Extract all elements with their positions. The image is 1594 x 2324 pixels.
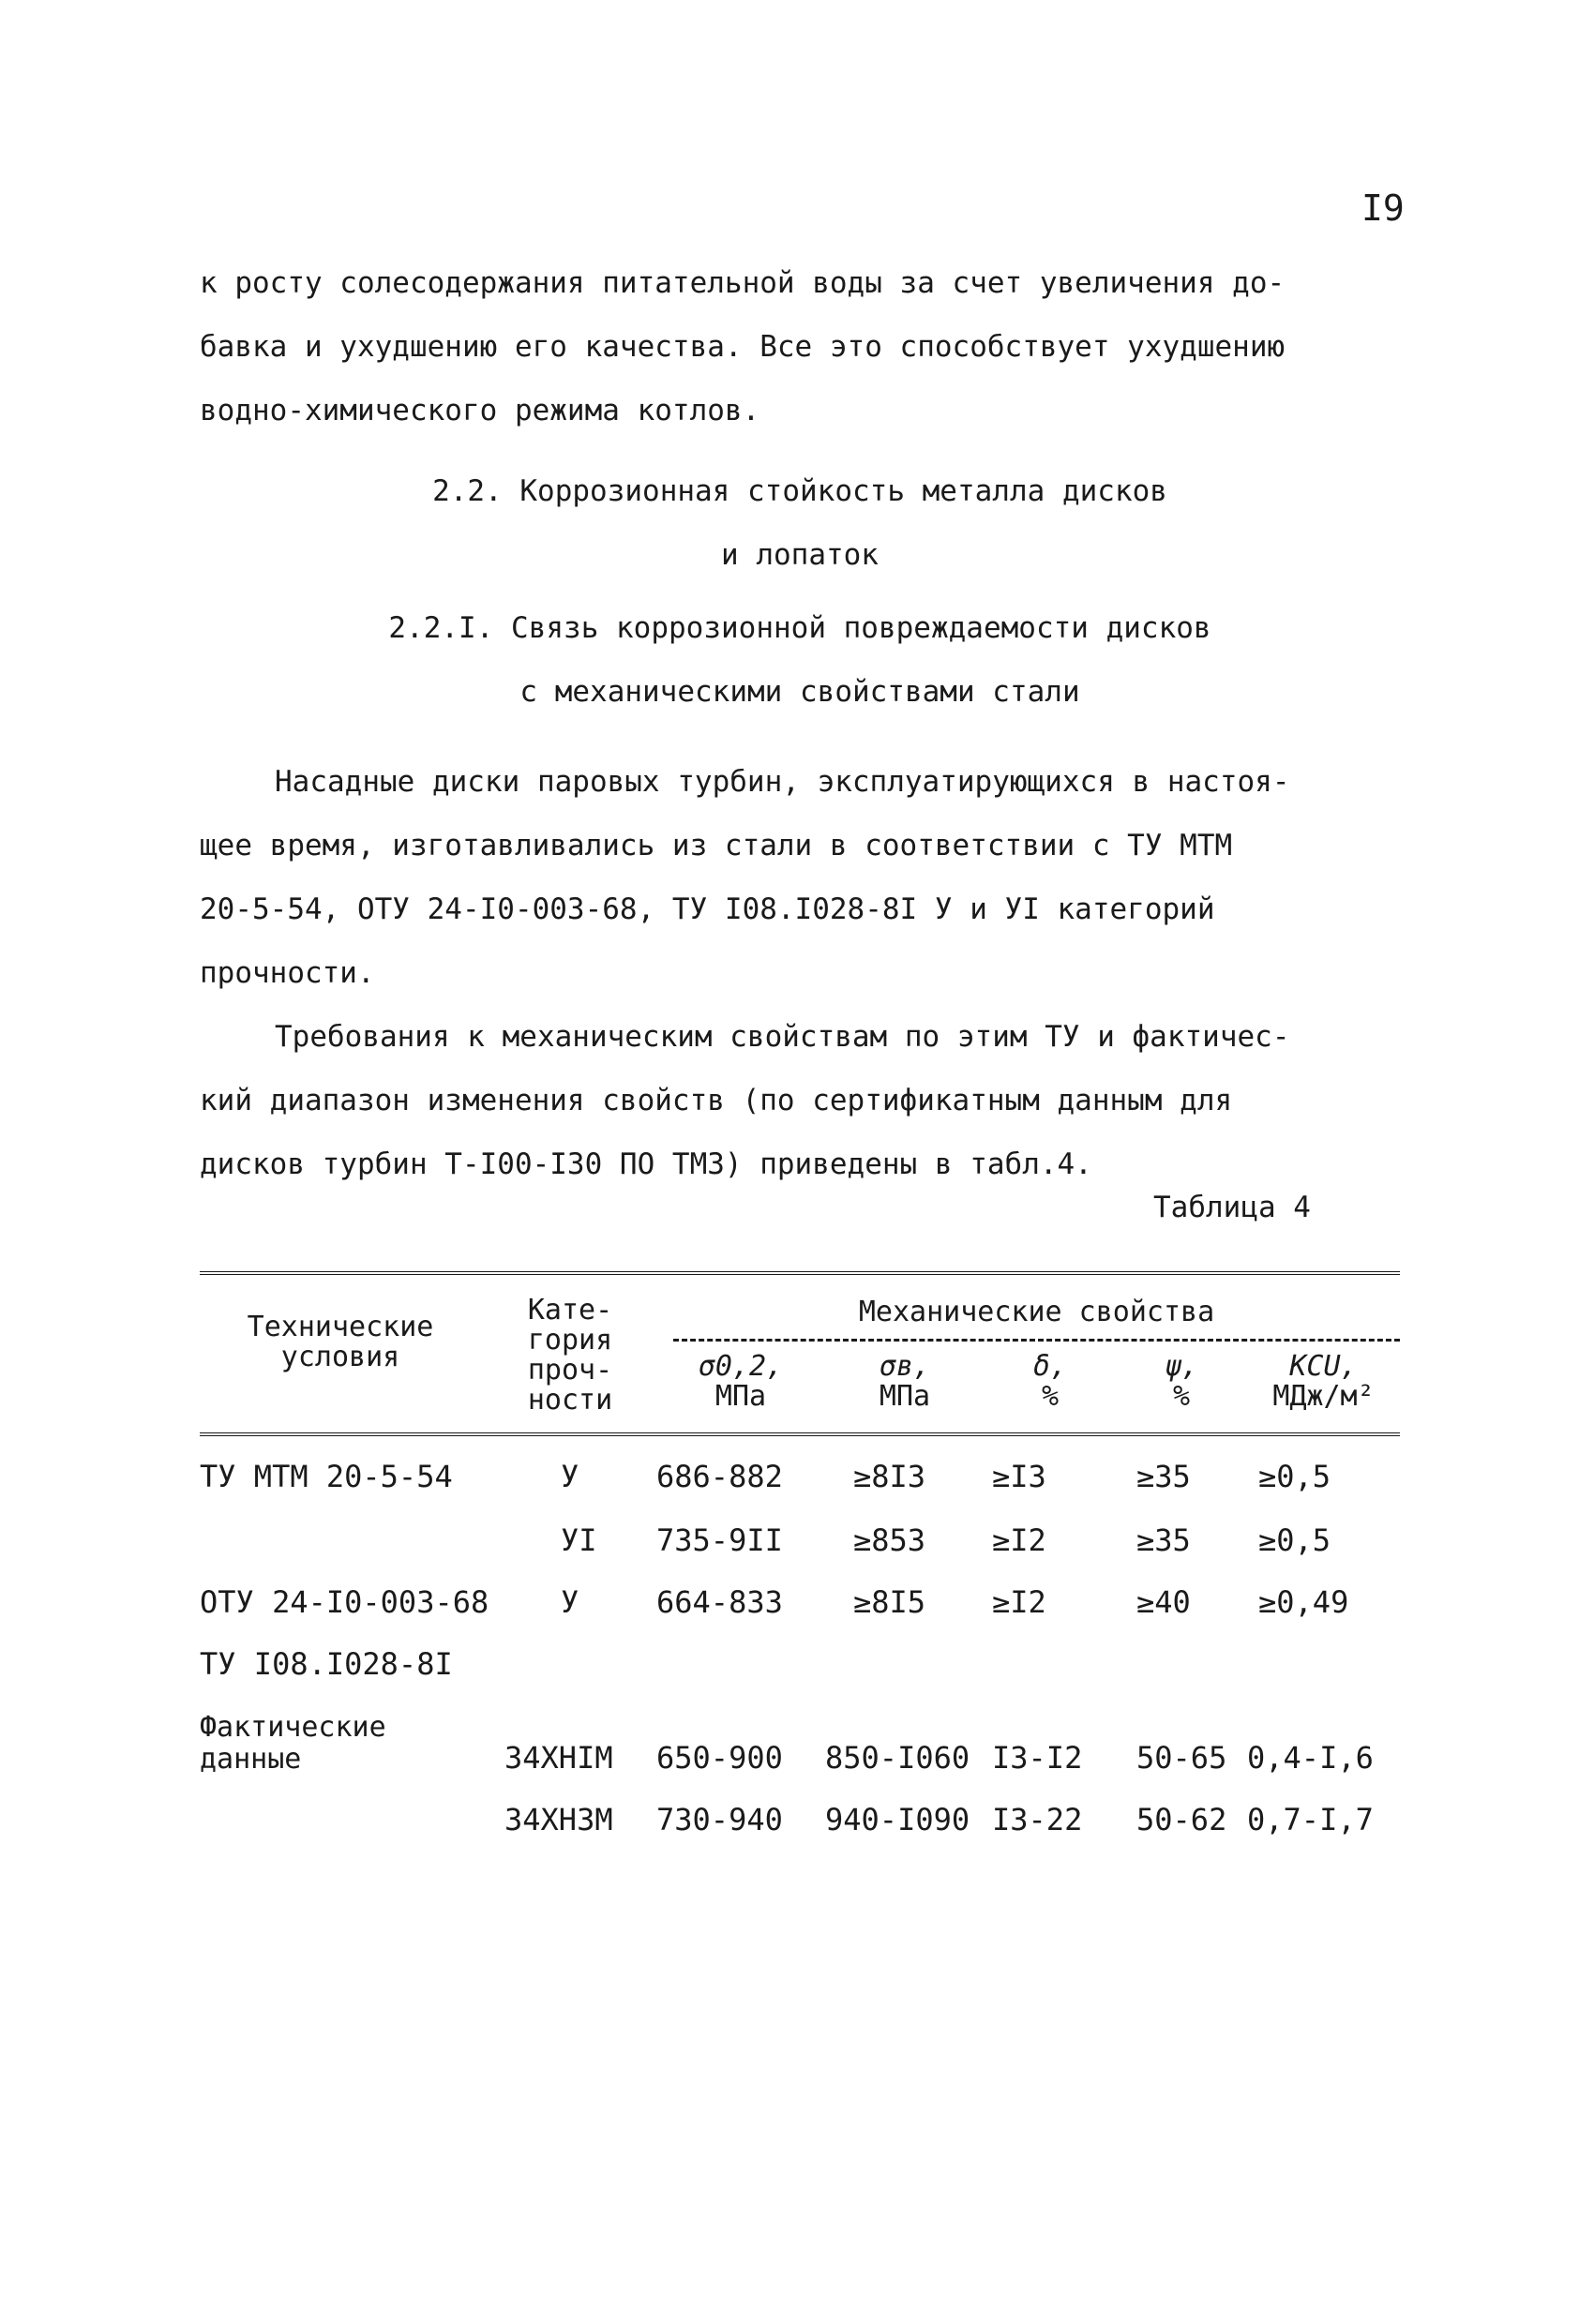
section-title-line2: и лопаток (721, 538, 879, 572)
cell-elongation: ≥I2 (992, 1522, 1046, 1558)
group-header-rule (673, 1339, 1400, 1342)
text-line: щее время, изготавливались из стали в соответствии с ТУ МТМ (200, 829, 1233, 862)
cell-tensile-strength: ≥8I5 (853, 1584, 926, 1620)
text-line: бавка и ухудшению его качества. Все это способствует ухудшению (200, 330, 1286, 364)
paragraph-1 (200, 750, 1400, 1005)
cell-elongation: ≥I3 (992, 1459, 1046, 1494)
cell-yield-strength: 735-9II (656, 1522, 783, 1558)
subsection-title-line1: 2.2.I. Связь коррозионной повреждаемости дисков (388, 611, 1211, 645)
cell-impact-toughness: ≥0,5 (1258, 1522, 1331, 1558)
paragraph-2 (200, 1005, 1400, 1196)
subsection-heading (200, 596, 1400, 724)
text-line: Насадные диски паровых турбин, эксплуатирующихся в настоя- (275, 765, 1290, 799)
text-line: к росту солесодержания питательной воды за счет увеличения до- (200, 266, 1286, 300)
cell-tensile-strength: 940-I090 (825, 1802, 970, 1837)
text-line: прочности. (200, 956, 375, 990)
text-line: Требования к механическим свойствам по этим ТУ и фактичес- (275, 1020, 1290, 1054)
cell-impact-toughness: 0,7-I,7 (1247, 1802, 1374, 1837)
cell-reduction-of-area: ≥35 (1136, 1459, 1191, 1494)
cell-category: У (561, 1584, 579, 1620)
page-number: I9 (1361, 187, 1405, 229)
text-line: водно-химического режима котлов. (200, 394, 760, 427)
section-title-line1: 2.2. Коррозионная стойкость металла дисков (432, 474, 1167, 508)
cell-reduction-of-area: ≥40 (1136, 1584, 1191, 1620)
cell-tensile-strength: ≥8I3 (853, 1459, 926, 1494)
header-tensile-strength: σв, МПа (879, 1350, 931, 1413)
cell-category: 34ХНIМ (504, 1740, 613, 1776)
cell-category: 34ХН3М (504, 1802, 613, 1837)
header-reduction-of-area: ψ, % (1164, 1350, 1199, 1413)
cell-yield-strength: 664-833 (656, 1584, 783, 1620)
table-top-rule (200, 1271, 1400, 1278)
cell-elongation: I3-I2 (992, 1740, 1083, 1776)
text-line: дисков турбин Т-I00-I30 ПО ТМЗ) приведены в табл.4. (200, 1147, 1092, 1181)
cell-category: УI (561, 1522, 597, 1558)
cell-yield-strength: 730-940 (656, 1802, 783, 1837)
header-mechanical-properties: Механические свойства (858, 1296, 1215, 1328)
section-heading (200, 459, 1400, 587)
header-impact-toughness: KCU, МДж/м² (1272, 1350, 1375, 1413)
cell-elongation: ≥I2 (992, 1584, 1046, 1620)
cell-impact-toughness: 0,4-I,6 (1247, 1740, 1374, 1776)
table-caption: Таблица 4 (1153, 1191, 1311, 1224)
cell-yield-strength: 650-900 (656, 1740, 783, 1776)
cell-yield-strength: 686-882 (656, 1459, 783, 1494)
cell-reduction-of-area: 50-62 (1136, 1802, 1227, 1837)
cell-impact-toughness: ≥0,49 (1258, 1584, 1349, 1620)
header-elongation: δ, % (1032, 1350, 1068, 1413)
cell-tensile-strength: ≥853 (853, 1522, 926, 1558)
header-category: Кате- гория проч- ности (527, 1294, 613, 1417)
header-conditions: Технические условия (247, 1311, 434, 1373)
cell-category: У (561, 1459, 579, 1494)
cell-conditions: ОТУ 24-I0-003-68 (200, 1584, 489, 1620)
subsection-title-line2: с механическими свойствами стали (519, 675, 1080, 709)
cell-conditions: ТУ I08.I028-8I (200, 1646, 453, 1682)
cell-reduction-of-area: ≥35 (1136, 1522, 1191, 1558)
cell-conditions: Фактические данные (200, 1711, 386, 1776)
header-bottom-rule (200, 1432, 1400, 1439)
text-line: 20-5-54, ОТУ 24-I0-003-68, ТУ I08.I028-8I У и УI категорий (200, 892, 1215, 926)
cell-reduction-of-area: 50-65 (1136, 1740, 1227, 1776)
header-yield-strength: σ0,2, МПа (698, 1350, 784, 1413)
cell-tensile-strength: 850-I060 (825, 1740, 970, 1776)
text-line: кий диапазон изменения свойств (по сертификатным данным для (200, 1084, 1233, 1117)
cell-impact-toughness: ≥0,5 (1258, 1459, 1331, 1494)
cell-elongation: I3-22 (992, 1802, 1083, 1837)
intro-paragraph (200, 251, 1400, 442)
cell-conditions: ТУ МТМ 20-5-54 (200, 1459, 453, 1494)
